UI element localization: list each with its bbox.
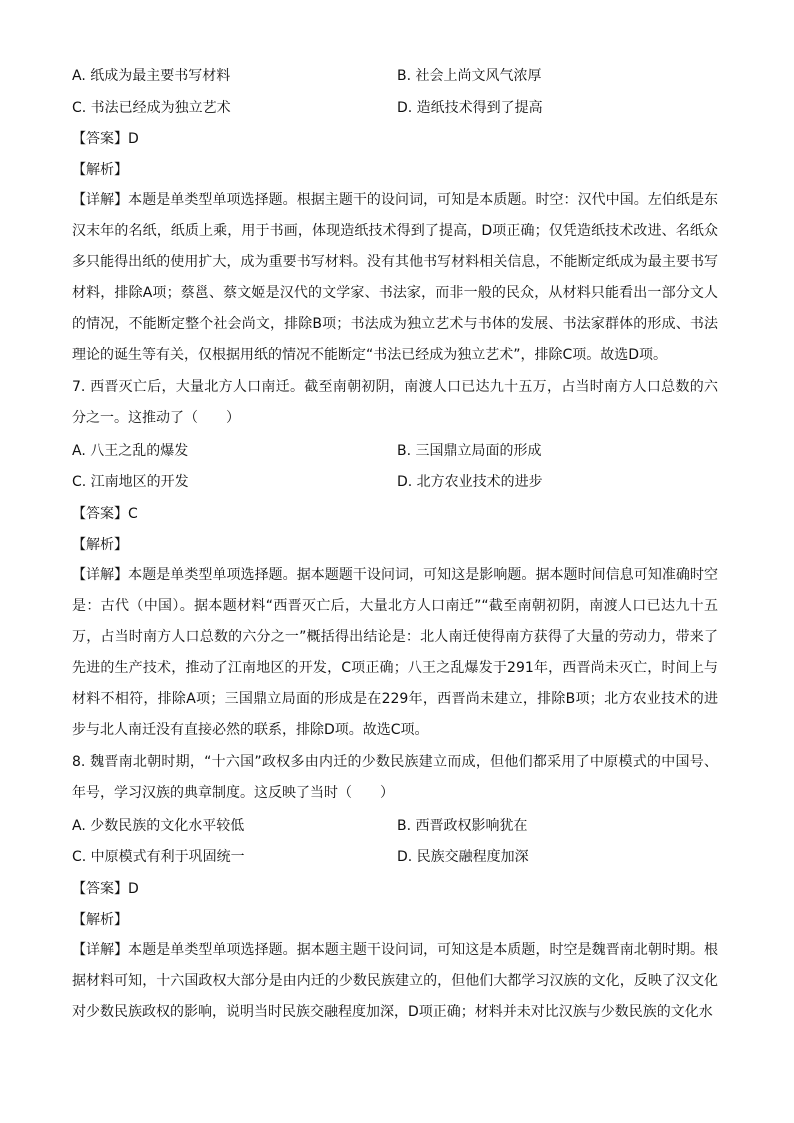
q7-option-a: A. 八王之乱的爆发	[72, 443, 189, 459]
q6-option-b: B. 社会上尚文风气浓厚	[397, 68, 542, 84]
q6-analysis-label: 【解析】	[72, 162, 128, 178]
q6-answer: 【答案】D	[72, 131, 139, 147]
q8-detail: 【详解】本题是单类型单项选择题。据本题主题干设问词，可知这是本质题，时空是魏晋南北朝时期。根据材料可知，十六国政权大部分是由内迁的少数民族建立的，但他们大都学习汉族的文化，反映了汉文化对少数民族政权的影响，说明当时民族交融程度加深，D项正确；材料并未对比汉族与少数民族的文化水	[72, 942, 718, 1020]
q8-option-a: A. 少数民族的文化水平较低	[72, 818, 245, 834]
q7-analysis-label: 【解析】	[72, 537, 128, 553]
q8-option-b: B. 西晋政权影响犹在	[397, 818, 528, 834]
q6-options-row-2	[72, 98, 722, 118]
q7-answer: 【答案】C	[72, 506, 138, 522]
q8-options-row-1	[72, 816, 722, 836]
q8-answer: 【答案】D	[72, 881, 139, 897]
q6-options-row-1	[72, 66, 722, 86]
q8-options-row-2	[72, 847, 722, 867]
q8-option-c: C. 中原模式有利于巩固统一	[72, 849, 245, 865]
q6-option-c: C. 书法已经成为独立艺术	[72, 100, 231, 116]
q6-detail: 【详解】本题是单类型单项选择题。根据主题干的设问词，可知是本质题。时空：汉代中国。左伯纸是东汉末年的名纸，纸质上乘，用于书画，体现造纸技术得到了提高，D项正确；仅凭造纸技术改进、名纸众多只能得出纸的使用扩大，成为重要书写材料。没有其他书写材料相关信息，不能断定纸成为最主要书写材料，排除A项；蔡邕、蔡文姬是汉代的文学家、书法家，而非一般的民众，从材料只能看出一部分文人的情况，不能断定整个社会尚文，排除B项；书法成为独立艺术与书体的发展、书法家群体的形成、书法理论的诞生等有关，仅根据用纸的情况不能断定“书法已经成为独立艺术”，排除C项。故选D项。	[72, 192, 718, 363]
q6-option-a: A. 纸成为最主要书写材料	[72, 68, 231, 84]
q7-stem: 7. 西晋灭亡后，大量北方人口南迁。截至南朝初阴，南渡人口已达九十五万，占当时南方人口总数的六分之一。这推动了（ ）	[72, 379, 718, 426]
q7-option-b: B. 三国鼎立局面的形成	[397, 443, 542, 459]
q7-options-row-1	[72, 441, 722, 461]
q7-option-c: C. 江南地区的开发	[72, 474, 189, 490]
q6-option-d: D. 造纸技术得到了提高	[397, 100, 543, 116]
q8-analysis-label: 【解析】	[72, 912, 128, 928]
q8-stem: 8. 魏晋南北朝时期，“十六国”政权多由内迁的少数民族建立而成，但他们都采用了中原模式的中国号、年号，学习汉族的典章制度。这反映了当时（ ）	[72, 754, 718, 801]
q8-option-d: D. 民族交融程度加深	[397, 849, 529, 865]
q7-options-row-2	[72, 472, 722, 492]
q7-detail: 【详解】本题是单类型单项选择题。据本题题干设问词，可知这是影响题。据本题时间信息可知准确时空是：古代（中国）。据本题材料“西晋灭亡后，大量北方人口南迁”“截至南朝初阴，南渡人口已达九十五万，占当时南方人口总数的六分之一”概括得出结论是：北人南迁使得南方获得了大量的劳动力，带来了先进的生产技术，推动了江南地区的开发，C项正确；八王之乱爆发于291年，西晋尚未灭亡，时间上与材料不相符，排除A项；三国鼎立局面的形成是在229年，西晋尚未建立，排除B项；北方农业技术的进步与北人南迁没有直接必然的联系，排除D项。故选C项。	[72, 567, 718, 738]
q7-option-d: D. 北方农业技术的进步	[397, 474, 543, 490]
